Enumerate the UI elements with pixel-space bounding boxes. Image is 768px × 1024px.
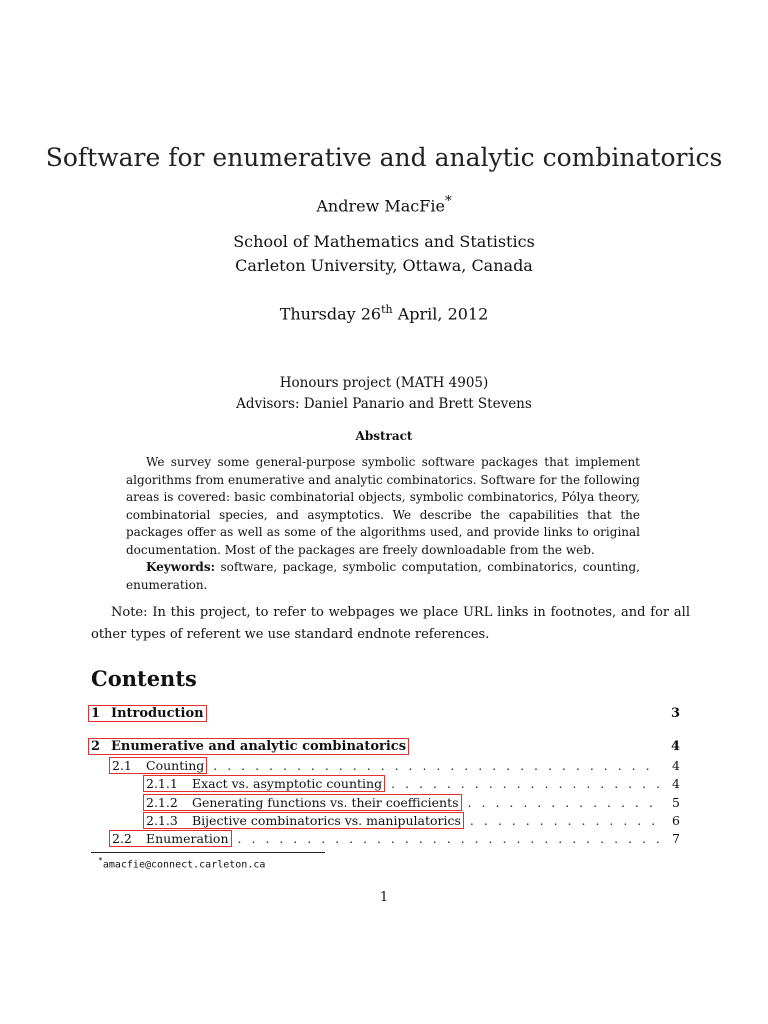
toc-page-number: 4 <box>672 758 680 773</box>
project-line: Honours project (MATH 4905) <box>279 375 489 391</box>
footnote <box>98 856 265 870</box>
author-footnote-mark: * <box>444 194 452 209</box>
toc-number: 1 <box>91 706 101 721</box>
toc-entry-exact-vs-asymptotic[interactable] <box>146 775 680 793</box>
toc-number: 2.1.1 <box>146 776 178 791</box>
toc-link-enumerative-analytic[interactable] <box>88 738 409 755</box>
footnote-mark: * <box>98 856 103 865</box>
toc-page-number: 4 <box>670 739 680 754</box>
toc-page-number: 4 <box>672 776 680 791</box>
paper-date <box>0 303 768 323</box>
toc-number: 2.1.3 <box>146 813 178 828</box>
toc-number: 2.2 <box>112 831 132 846</box>
toc-leader-dots <box>238 831 660 846</box>
toc-link-introduction[interactable] <box>88 705 207 722</box>
toc-entry-counting[interactable] <box>112 757 680 775</box>
contents-heading: Contents <box>91 666 197 691</box>
date-suffix: April, 2012 <box>392 304 489 324</box>
toc-entry-enumerative-analytic[interactable] <box>91 738 680 756</box>
affiliation-line-2: Carleton University, Ottawa, Canada <box>235 256 533 275</box>
toc-number: 2.1 <box>112 758 132 773</box>
affiliation-line-1: School of Mathematics and Statistics <box>233 232 535 251</box>
toc-page-number: 3 <box>670 706 680 721</box>
paper-title: Software for enumerative and analytic combinatorics <box>45 143 723 172</box>
toc-entry-generating-functions[interactable] <box>146 794 680 812</box>
toc-leader-dots <box>391 776 660 791</box>
toc-label: Exact vs. asymptotic counting <box>192 776 383 791</box>
toc-page-number: 7 <box>672 831 680 846</box>
footnote-email: amacfie@connect.carleton.ca <box>102 859 266 871</box>
date-superscript: th <box>381 303 393 316</box>
keywords-text: software, package, symbolic computation, combinatorics, counting, enumeration. <box>126 560 640 592</box>
toc-label: Enumeration <box>146 831 229 846</box>
toc-leader-dots <box>213 758 660 773</box>
toc-label: Introduction <box>111 706 204 721</box>
toc-leader-dots <box>468 795 660 810</box>
note-paragraph: Note: In this project, to refer to webpages we place URL links in footnotes, and for all other types of referent we use standard endnote references. <box>91 605 690 642</box>
keywords-paragraph <box>126 559 640 594</box>
toc-label: Generating functions vs. their coefficients <box>192 795 459 810</box>
toc-page-number: 5 <box>672 795 680 810</box>
keywords-label: Keywords: <box>146 560 216 574</box>
toc-entry-bijective-combinatorics[interactable] <box>146 812 680 830</box>
toc-leader-dots <box>470 813 660 828</box>
toc-label: Enumerative and analytic combinatorics <box>111 739 407 754</box>
toc-entry-enumeration[interactable] <box>112 830 680 848</box>
author-name-text: Andrew MacFie <box>316 196 445 216</box>
abstract-heading: Abstract <box>355 429 413 443</box>
toc-link-generating-functions[interactable] <box>143 794 462 811</box>
toc-link-bijective-combinatorics[interactable] <box>143 812 464 829</box>
footnote-rule <box>91 852 325 853</box>
abstract-paragraph: We survey some general-purpose symbolic software packages that implement algorithms from enumerative and analytic combinatorics. Software for the following areas is covered: basic combinatorial objects, symbolic combinatorics, Pólya theory, combinatorial species, and asymptotics. We describe the capabilities that the packages offer as well as some of the algorithms used, and provide links to original documentation. Most of the packages are freely downloadable from the web. <box>126 455 640 557</box>
toc-number: 2.1.2 <box>146 795 178 810</box>
advisors-line: Advisors: Daniel Panario and Brett Stevens <box>236 396 532 412</box>
toc-entry-introduction[interactable] <box>91 705 680 723</box>
toc-label: Bijective combinatorics vs. manipulatorics <box>192 813 461 828</box>
toc-page-number: 6 <box>672 813 680 828</box>
abstract-body <box>126 454 640 594</box>
toc-link-exact-vs-asymptotic[interactable] <box>143 775 385 792</box>
date-prefix: Thursday 26 <box>279 304 382 324</box>
page-number: 1 <box>379 890 389 905</box>
toc-number: 2 <box>91 739 101 754</box>
toc-link-enumeration[interactable] <box>109 830 232 847</box>
author-name <box>0 194 768 215</box>
toc-label: Counting <box>146 758 205 773</box>
toc-link-counting[interactable] <box>109 757 207 774</box>
